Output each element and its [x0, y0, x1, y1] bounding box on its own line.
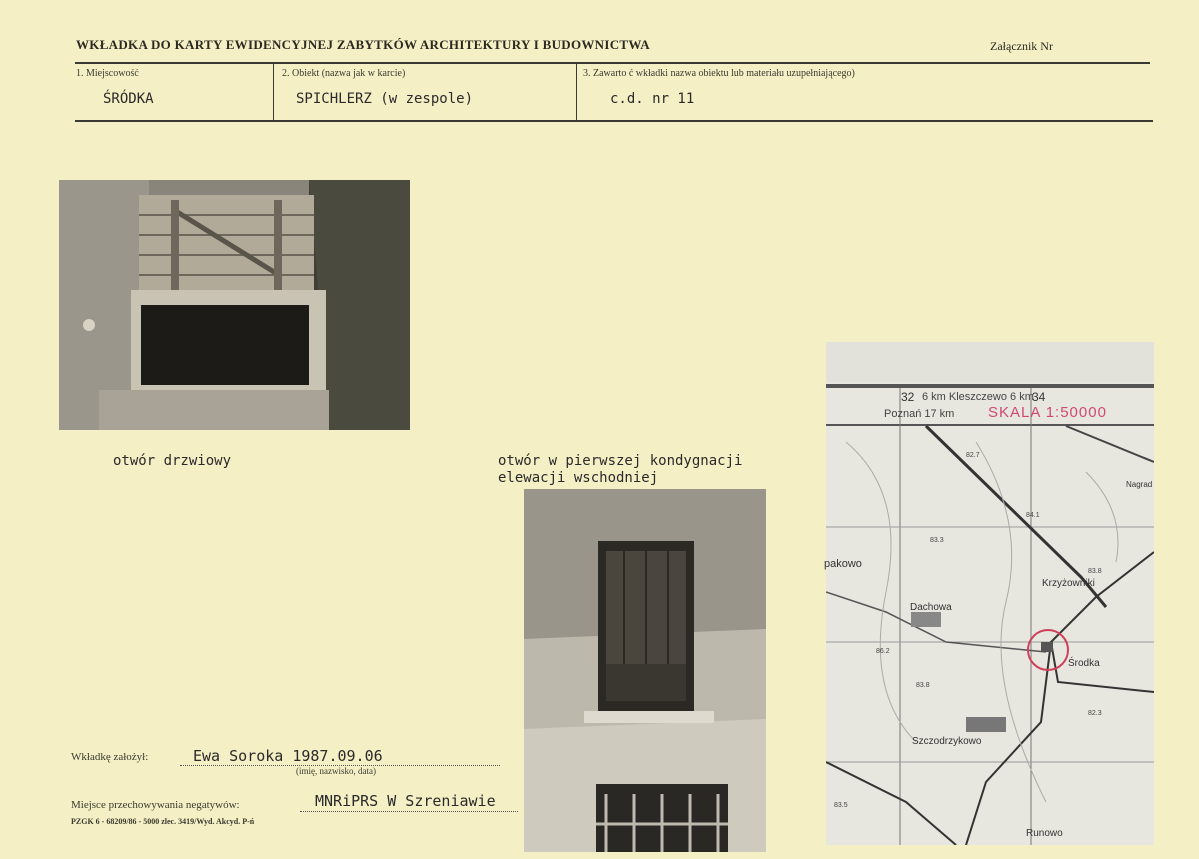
author-value: Ewa Soroka 1987.09.06 [193, 747, 383, 765]
map-height-5: 83.8 [916, 682, 930, 689]
caption-window-line-1: otwór w pierwszej kondygnacji [498, 453, 743, 469]
storage-label: Miejsce przechowywania negatywów: [71, 799, 240, 811]
map-excerpt [826, 342, 1154, 845]
map-height-6: 84.1 [1026, 512, 1040, 519]
map-grid-left: 32 [901, 390, 915, 404]
caption-window-line-2: elewacji wschodniej [498, 470, 659, 486]
map-place-nagradowice: Nagrad [1126, 480, 1153, 489]
field-divider-1 [273, 64, 274, 120]
storage-value: MNRiPRS W Szreniawie [315, 792, 496, 810]
field-2-label: 2. Obiekt (nazwa jak w karcie) [282, 68, 406, 79]
map-place-runowo: Runowo [1026, 828, 1063, 839]
header-rule-bottom [75, 120, 1153, 122]
map-height-2: 83.3 [930, 537, 944, 544]
map-height-8: 83.5 [834, 802, 848, 809]
map-grid-right: 34 [1032, 390, 1046, 404]
map-place-szczodrzykowo: Szczodrzykowo [912, 736, 982, 747]
map-height-4: 86.2 [876, 648, 890, 655]
form-title: WKŁADKA DO KARTY EWIDENCYJNEJ ZABYTKÓW ARCHITEKTURY I BUDOWNICTWA [76, 37, 650, 52]
print-info: PZGK 6 - 68209/86 - 5000 zlec. 3419/Wyd. Akcyd. P-ń [71, 817, 255, 826]
map-place-krzyzowniki: Krzyżowniki [1042, 578, 1095, 589]
map-height-3: 83.8 [1088, 568, 1102, 575]
author-hint: (imię, nazwisko, data) [296, 766, 376, 776]
annex-label: Załącznik Nr [990, 39, 1053, 53]
caption-window-opening [498, 453, 742, 487]
map-place-pakowo: pakowo [824, 558, 862, 570]
field-1-label: 1. Miejscowość [76, 68, 139, 79]
map-height-7: 82.3 [1088, 710, 1102, 717]
map-top-label: 6 km Kleszczewo 6 km [922, 391, 1034, 403]
map-place-dachowa: Dachowa [910, 602, 952, 613]
map-poznan-label: Poznań 17 km [884, 408, 955, 420]
map-scale-handwritten: SKALA 1:50000 [988, 404, 1107, 421]
header-rule-top [75, 62, 1150, 64]
photo-door-opening [59, 180, 410, 430]
field-2-value: SPICHLERZ (w zespole) [296, 91, 474, 107]
photo-window-opening [524, 489, 766, 852]
field-divider-2 [576, 64, 577, 120]
window-photo-illustration [524, 489, 766, 852]
field-3-value: c.d. nr 11 [610, 91, 695, 107]
map-height-1: 82.7 [966, 452, 980, 459]
door-photo-illustration [59, 180, 410, 430]
field-3-label: 3. Zawarto ć wkładki nazwa obiektu lub materiału uzupełniającego) [583, 68, 855, 79]
field-1-value: ŚRÓDKA [103, 91, 154, 107]
author-label: Wkładkę założył: [71, 751, 149, 763]
map-place-srodka: Środka [1068, 658, 1100, 669]
caption-door-opening: otwór drzwiowy [113, 453, 232, 469]
